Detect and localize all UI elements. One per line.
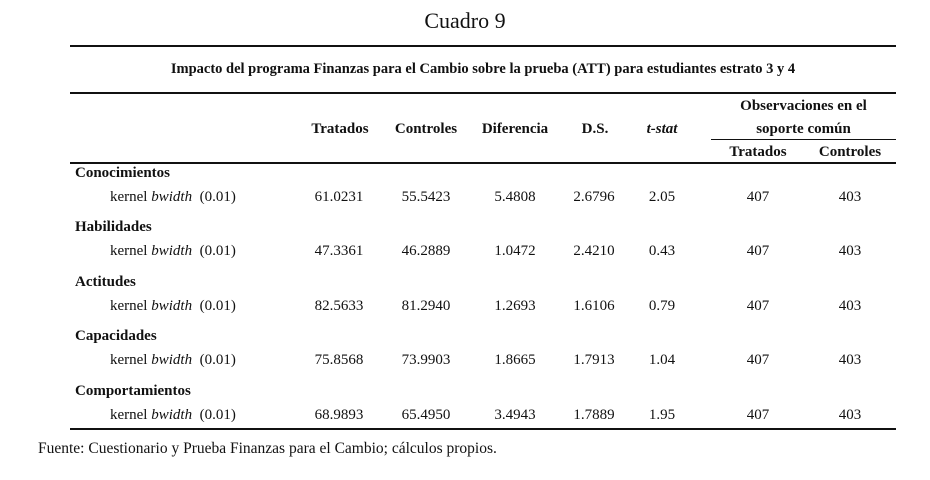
row-label: kernel bwidth (0.01) — [110, 189, 236, 205]
header-tstat: t-stat — [646, 121, 678, 137]
cell-obs-controles: 403 — [838, 189, 862, 205]
header-rule — [70, 162, 896, 164]
header-observaciones-line2: soporte común — [756, 121, 851, 137]
row-label: kernel bwidth (0.01) — [110, 297, 236, 314]
cell-tstat: 1.04 — [648, 352, 676, 369]
group-name: Conocimientos — [75, 165, 170, 181]
group-name: Capacidades — [75, 328, 157, 345]
table-body — [70, 165, 896, 437]
group-name: Habilidades — [75, 219, 152, 236]
top-rule — [70, 45, 896, 47]
header-tratados: Tratados — [311, 121, 369, 137]
cell-ds: 2.4210 — [573, 243, 615, 260]
cell-tstat: 2.05 — [648, 189, 676, 205]
source-note: Fuente: Cuestionario y Prueba Finanzas para el Cambio; cálculos propios. — [38, 440, 497, 457]
cell-obs-tratados: 407 — [746, 243, 770, 260]
row-label: kernel bwidth (0.01) — [110, 352, 236, 369]
cell-controles: 65.4950 — [401, 406, 451, 423]
cell-diferencia: 1.8665 — [494, 352, 536, 369]
cell-tstat: 0.43 — [648, 243, 676, 260]
group-name: Comportamientos — [75, 382, 191, 399]
cell-obs-controles: 403 — [838, 406, 862, 423]
cell-obs-tratados: 407 — [746, 189, 770, 205]
bottom-rule — [70, 428, 896, 430]
header-observaciones-line1: Observaciones en el — [740, 98, 867, 114]
cell-diferencia: 1.0472 — [494, 243, 536, 260]
table-title: Cuadro 9 — [424, 8, 506, 33]
header-ds: D.S. — [581, 121, 609, 137]
table-row — [70, 274, 896, 328]
cell-diferencia: 1.2693 — [494, 297, 536, 314]
table-subtitle: Impacto del programa Finanzas para el Cambio sobre la prueba (ATT) para estudiantes estrato 3 y 4 — [170, 61, 796, 77]
cell-obs-tratados: 407 — [746, 297, 770, 314]
cell-obs-tratados: 407 — [746, 352, 770, 369]
cell-tratados: 75.8568 — [314, 352, 364, 369]
header-controles: Controles — [394, 121, 458, 137]
cell-obs-controles: 403 — [838, 297, 862, 314]
table-row — [70, 219, 896, 273]
cell-tratados: 61.0231 — [314, 189, 364, 205]
table-row — [70, 165, 896, 219]
cell-diferencia: 3.4943 — [494, 406, 536, 423]
cell-tstat: 1.95 — [648, 406, 676, 423]
cell-diferencia: 5.4808 — [494, 189, 536, 205]
cell-tratados: 47.3361 — [314, 243, 364, 260]
subtitle-rule — [70, 92, 896, 94]
header-obs-tratados: Tratados — [729, 144, 787, 160]
cell-ds: 1.7913 — [573, 352, 615, 369]
row-label: kernel bwidth (0.01) — [110, 406, 236, 423]
table-row — [70, 328, 896, 382]
cell-ds: 2.6796 — [573, 189, 615, 205]
cell-controles: 46.2889 — [401, 243, 451, 260]
cell-obs-controles: 403 — [838, 243, 862, 260]
cell-obs-controles: 403 — [838, 352, 862, 369]
header-obs-controles: Controles — [818, 144, 882, 160]
cell-ds: 1.7889 — [573, 406, 615, 423]
header-diferencia: Diferencia — [481, 121, 549, 137]
cell-tstat: 0.79 — [648, 297, 676, 314]
cell-obs-tratados: 407 — [746, 406, 770, 423]
cell-tratados: 82.5633 — [314, 297, 364, 314]
cell-tratados: 68.9893 — [314, 406, 364, 423]
cell-controles: 81.2940 — [401, 297, 451, 314]
cell-controles: 73.9903 — [401, 352, 451, 369]
observaciones-rule — [711, 139, 896, 140]
group-name: Actitudes — [75, 273, 136, 290]
cell-ds: 1.6106 — [573, 297, 615, 314]
cell-controles: 55.5423 — [401, 189, 451, 205]
row-label: kernel bwidth (0.01) — [110, 243, 236, 260]
